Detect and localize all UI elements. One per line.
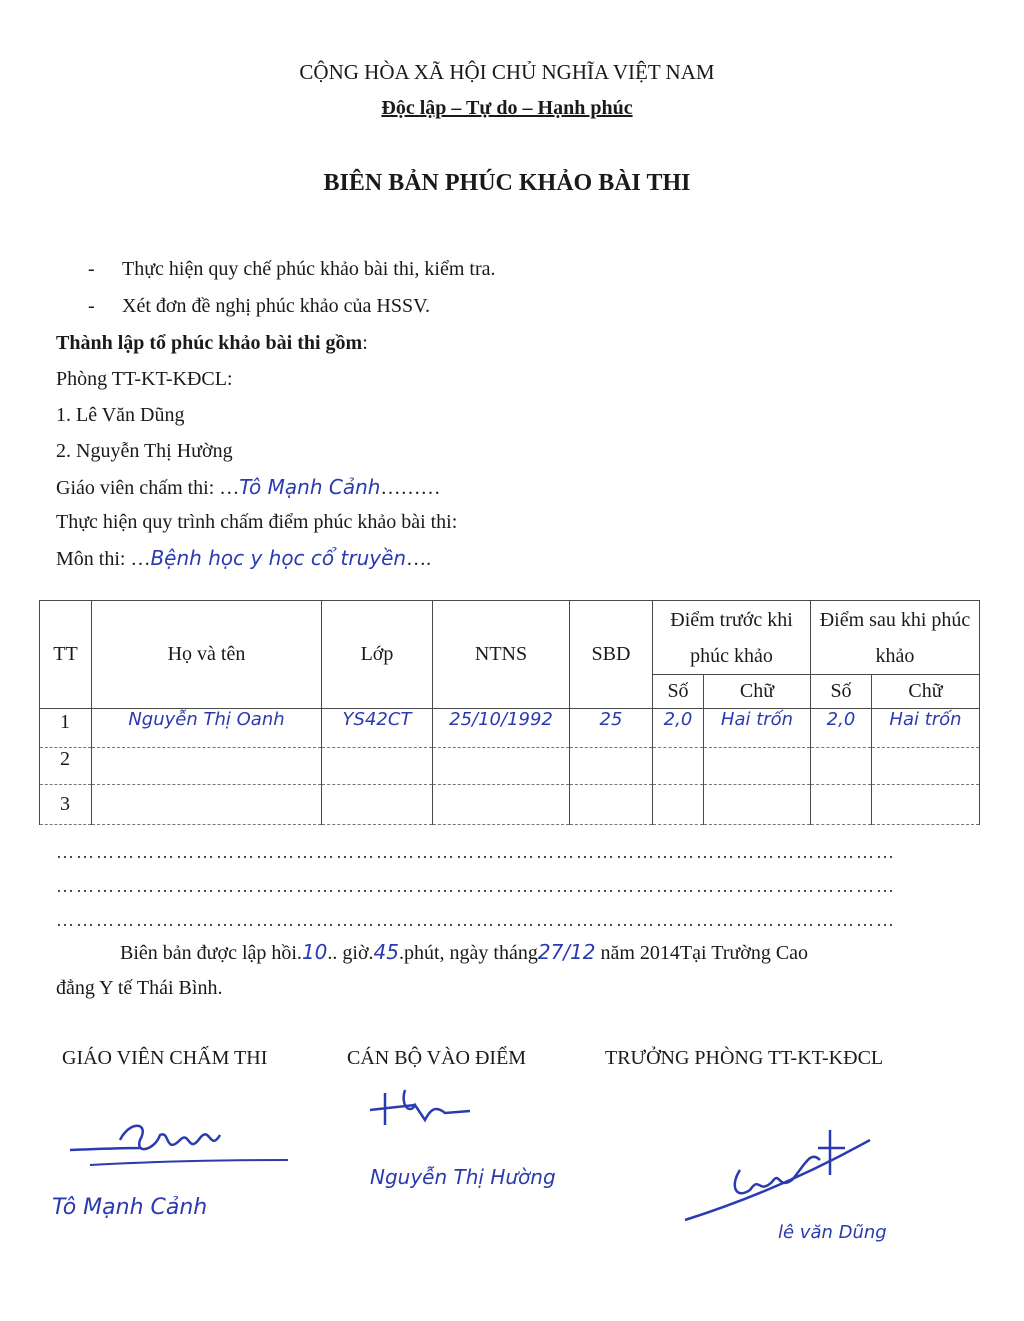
minutes-statement: Biên bản được lập hồi.10.. giờ.45.phút, ngày tháng27/12 năm 2014Tại Trường Cao: [120, 940, 809, 964]
document-title: BIÊN BẢN PHÚC KHẢO BÀI THI: [323, 170, 691, 196]
cell-tt: 3: [40, 785, 92, 825]
cell-before-number: 2,0: [653, 709, 704, 748]
cell-before-words: Hai trốn: [704, 709, 811, 748]
cell-tt: 2: [40, 748, 92, 785]
cell-before-words: [704, 748, 811, 785]
minutes-hour: 10: [301, 940, 328, 964]
cell-sbd: [570, 785, 653, 825]
cell-class: [322, 785, 433, 825]
cell-sbd: 25: [570, 709, 653, 748]
dotted-line: ………………………………………………………………………………………………………………: [56, 876, 896, 896]
minutes-date: 27/12: [537, 940, 596, 964]
header-before: Điểm trước khi phúc khảo: [653, 601, 811, 675]
member-item: 1. Lê Văn Dũng: [56, 404, 185, 426]
header-name: Họ và tên: [92, 601, 322, 709]
cell-class: [322, 748, 433, 785]
cell-before-words: [704, 785, 811, 825]
cell-sbd: [570, 748, 653, 785]
dotted-line: ………………………………………………………………………………………………………………: [56, 842, 896, 862]
subject-line: Môn thi: …Bệnh học y học cổ truyền….: [56, 546, 432, 570]
header-after-words: Chữ: [872, 675, 980, 709]
header-after: Điểm sau khi phúc khảo: [811, 601, 980, 675]
signature-title-head: TRƯỞNG PHÒNG TT-KT-KĐCL: [605, 1047, 884, 1069]
cell-before-number: [653, 785, 704, 825]
cell-name: [92, 785, 322, 825]
header-before-number: Số: [653, 675, 704, 709]
cell-name: Nguyễn Thị Oanh: [92, 709, 322, 748]
minutes-location: đẳng Y tế Thái Bình.: [56, 977, 223, 999]
cell-dob: [433, 748, 570, 785]
grader-name: Tô Mạnh Cảnh: [239, 475, 381, 499]
header-after-number: Số: [811, 675, 872, 709]
signature-mark-head: [680, 1120, 880, 1230]
cell-dob: [433, 785, 570, 825]
member-item: 2. Nguyễn Thị Hường: [56, 440, 233, 462]
bullet-item: - Thực hiện quy chế phúc khảo bài thi, kiểm tra.: [88, 258, 496, 280]
minutes-minute: 45: [373, 940, 399, 964]
table-row: [40, 709, 980, 748]
committee-heading: Thành lập tổ phúc khảo bài thi gồm:: [56, 332, 368, 354]
header-tt: TT: [40, 601, 92, 709]
signature-mark-grader: [60, 1110, 300, 1180]
signature-title-score-officer: CÁN BỘ VÀO ĐIỂM: [347, 1047, 527, 1069]
bullet-item: - Xét đơn đề nghị phúc khảo của HSSV.: [88, 295, 430, 317]
cell-name: [92, 748, 322, 785]
grader-line: Giáo viên chấm thi: …Tô Mạnh Cảnh………: [56, 475, 441, 499]
cell-tt: 1: [40, 709, 92, 748]
motto: Độc lập – Tự do – Hạnh phúc: [381, 97, 633, 119]
subject-name: Bệnh học y học cổ truyền: [150, 546, 407, 570]
header-dob: NTNS: [433, 601, 570, 709]
signature-name-head: lê văn Dũng: [778, 1222, 887, 1243]
result-table: [39, 600, 980, 825]
signature-name-grader: Tô Mạnh Cảnh: [52, 1195, 208, 1220]
cell-after-number: [811, 748, 872, 785]
signature-mark-score-officer: [365, 1085, 475, 1135]
dotted-line: ………………………………………………………………………………………………………………: [56, 910, 896, 930]
cell-before-number: [653, 748, 704, 785]
national-title: CỘNG HÒA XÃ HỘI CHỦ NGHĨA VIỆT NAM: [299, 60, 715, 84]
signature-title-grader: GIÁO VIÊN CHẤM THI: [62, 1047, 268, 1069]
header-class: Lớp: [322, 601, 433, 709]
header-before-words: Chữ: [704, 675, 811, 709]
cell-after-number: 2,0: [811, 709, 872, 748]
office-label: Phòng TT-KT-KĐCL:: [56, 368, 233, 390]
signature-name-score-officer: Nguyễn Thị Hường: [370, 1165, 556, 1189]
cell-after-number: [811, 785, 872, 825]
header-sbd: SBD: [570, 601, 653, 709]
cell-after-words: [872, 748, 980, 785]
cell-after-words: Hai trốn: [872, 709, 980, 748]
table-row: [40, 785, 980, 825]
procedure-label: Thực hiện quy trình chấm điểm phúc khảo bài thi:: [56, 511, 458, 533]
table-row: [40, 748, 980, 785]
cell-dob: 25/10/1992: [433, 709, 570, 748]
cell-class: YS42CT: [322, 709, 433, 748]
cell-after-words: [872, 785, 980, 825]
